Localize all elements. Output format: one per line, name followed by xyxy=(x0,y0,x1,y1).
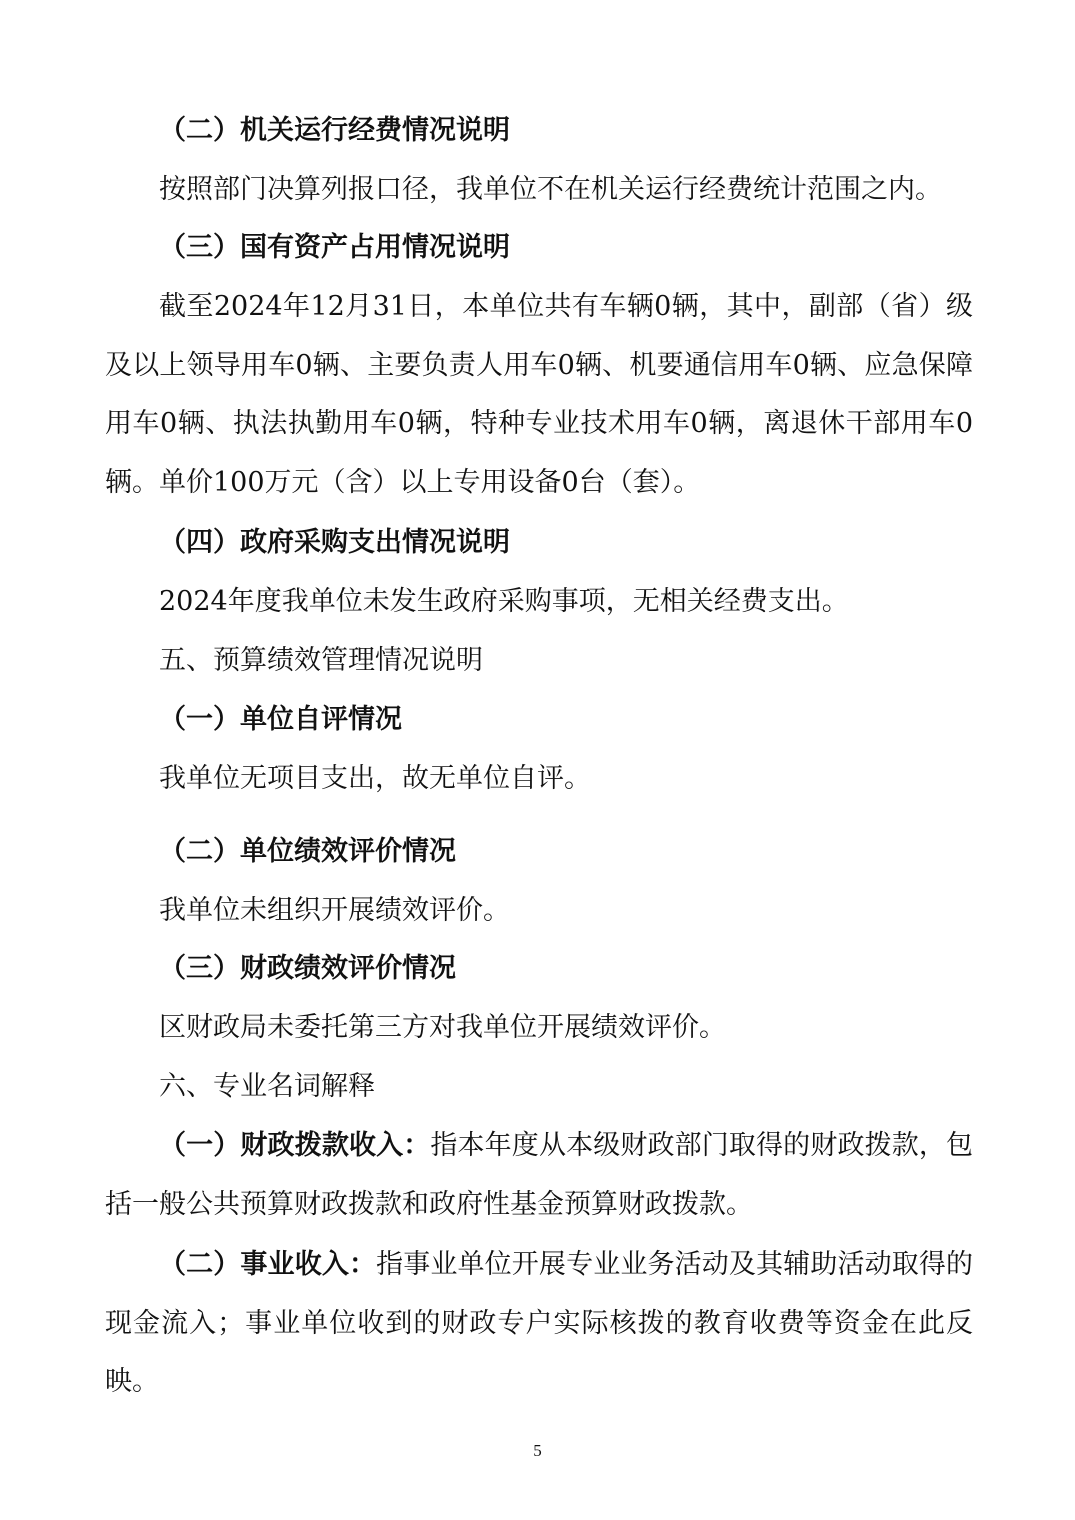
definition-term: （一）财政拨款收入： xyxy=(159,1130,431,1161)
definition-fiscal-appropriation xyxy=(105,1117,973,1234)
paragraph-unit-evaluation: 我单位未组织开展绩效评价。 xyxy=(159,895,510,926)
paragraph-state-assets: 截至2024年12月31日，本单位共有车辆0辆，其中，副部（省）级及以上领导用车0辆、主要负责人用车0辆、机要通信用车0辆、应急保障用车0辆、执法执勤用车0辆，特种专业技术用车0辆，离退休干部用车0辆。单价100万元（含）以上专用设备0台（套）。 xyxy=(105,291,973,498)
definition-text: 指事业单位开展专业业务活动及其辅助活动取得的现金流入；事业单位收到的财政专户实际核拨的教育收费等资金在此反映。 xyxy=(105,1249,974,1397)
paragraph-self-evaluation: 我单位无项目支出，故无单位自评。 xyxy=(159,763,591,794)
page-number: 5 xyxy=(533,1441,542,1460)
section-heading-glossary: 六、专业名词解释 xyxy=(159,1071,375,1102)
definition-term: （二）事业收入： xyxy=(159,1249,377,1280)
section-heading-performance: 五、预算绩效管理情况说明 xyxy=(159,645,483,676)
heading-state-assets: （三）国有资产占用情况说明 xyxy=(159,232,510,263)
definition-text: 指本年度从本级财政部门取得的财政拨款，包括一般公共预算财政拨款和政府性基金预算财政拨款。 xyxy=(105,1130,974,1220)
heading-unit-evaluation: （二）单位绩效评价情况 xyxy=(159,836,456,867)
paragraph-operating-expenses: 按照部门决算列报口径，我单位不在机关运行经费统计范围之内。 xyxy=(159,174,942,205)
paragraph-government-procurement: 2024年度我单位未发生政府采购事项，无相关经费支出。 xyxy=(159,586,849,617)
heading-government-procurement: （四）政府采购支出情况说明 xyxy=(159,527,510,558)
heading-operating-expenses: （二）机关运行经费情况说明 xyxy=(159,115,510,146)
heading-fiscal-evaluation: （三）财政绩效评价情况 xyxy=(159,953,456,984)
heading-self-evaluation: （一）单位自评情况 xyxy=(159,704,402,735)
paragraph-fiscal-evaluation: 区财政局未委托第三方对我单位开展绩效评价。 xyxy=(159,1012,726,1043)
definition-business-income xyxy=(105,1236,973,1412)
